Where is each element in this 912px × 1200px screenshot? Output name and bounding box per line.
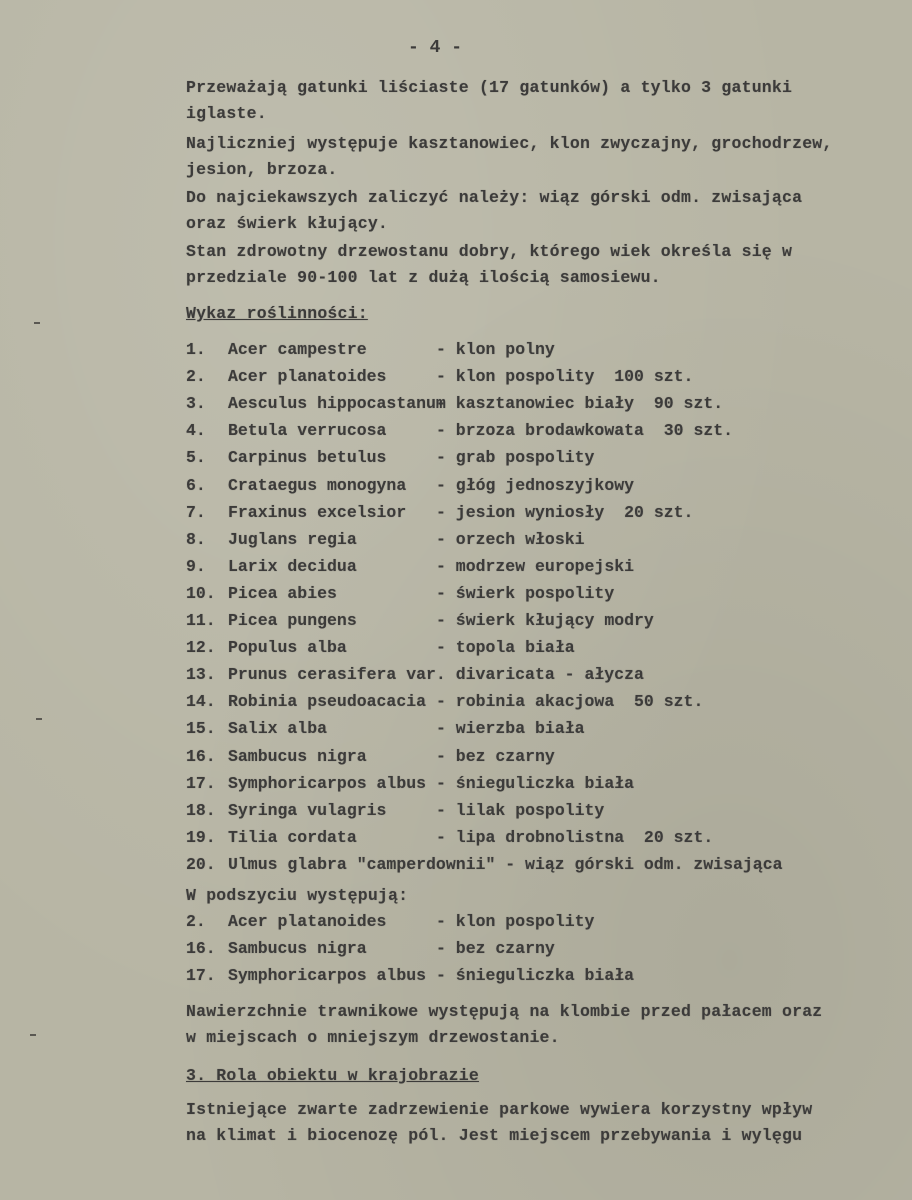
margin-mark (30, 1034, 36, 1036)
common-name: - klon pospolity (436, 912, 595, 931)
list-item (186, 503, 693, 522)
item-number: 12. (186, 638, 216, 658)
item-number: 17. (186, 773, 216, 793)
common-name: - bez czarny (436, 746, 555, 766)
intro-line: Najliczniej występuje kasztanowiec, klon zwyczajny, grochodrzew, (186, 134, 833, 153)
intro-line: iglaste. (186, 104, 267, 123)
latin-name: Syringa vulagris (228, 800, 387, 820)
list-item (186, 774, 634, 793)
common-name: - jesion wyniosły 20 szt. (436, 502, 694, 522)
common-name: - ałycza (564, 665, 644, 685)
common-name: - kasztanowiec biały 90 szt. (436, 394, 724, 414)
common-name: - wiąz górski odm. zwisająca (505, 854, 783, 874)
latin-name: Picea pungens (228, 611, 357, 630)
intro-line: jesion, brzoza. (186, 160, 338, 179)
latin-name: Crataegus monogyna (228, 475, 407, 495)
list-item (186, 421, 733, 440)
common-name: - bez czarny (436, 939, 555, 958)
item-number: 2. (186, 912, 206, 931)
item-number: 3. (186, 394, 206, 414)
item-number: 8. (186, 529, 206, 549)
list-item (186, 638, 575, 657)
latin-name: Sambucus nigra (228, 939, 367, 958)
item-number: 20. (186, 854, 216, 874)
item-number: 5. (186, 448, 206, 468)
common-name: - robinia akacjowa 50 szt. (436, 692, 704, 712)
latin-name: Tilia cordata (228, 827, 357, 847)
intro-line: przedziale 90-100 lat z dużą ilością samosiewu. (186, 268, 661, 287)
item-number: 18. (186, 800, 216, 820)
latin-name: Ulmus glabra "camperdownii" (228, 854, 496, 874)
lawns-line: w miejscach o mniejszym drzewostanie. (186, 1028, 560, 1047)
list-item (186, 855, 783, 874)
page-number: - 4 - (408, 38, 463, 58)
item-number: 4. (186, 421, 206, 441)
item-number: 17. (186, 966, 216, 985)
intro-line: oraz świerk kłujący. (186, 214, 389, 233)
common-name: - topola biała (436, 638, 575, 658)
list-item (186, 611, 654, 630)
undergrowth-heading: W podszyciu występują: (186, 886, 409, 905)
item-number: 11. (186, 611, 216, 630)
latin-name: Prunus cerasifera var. divaricata (228, 665, 555, 685)
section-heading: 3. Rola obiektu w krajobrazie (186, 1066, 479, 1085)
common-name: - modrzew europejski (436, 556, 635, 576)
common-name: - grab pospolity (436, 448, 595, 468)
closing-line: Istniejące zwarte zadrzewienie parkowe wywiera korzystny wpływ (186, 1100, 813, 1119)
list-item (186, 966, 634, 985)
item-number: 9. (186, 556, 206, 576)
item-number: 19. (186, 827, 216, 847)
latin-name: Acer planatoides (228, 367, 387, 387)
list-item (186, 939, 555, 958)
common-name: - głóg jednoszyjkowy (436, 475, 635, 495)
item-number: 6. (186, 475, 206, 495)
intro-line: Przeważają gatunki liściaste (17 gatunków) a tylko 3 gatunki (186, 78, 793, 97)
latin-name: Picea abies (228, 583, 337, 603)
latin-name: Larix decidua (228, 556, 357, 576)
item-number: 16. (186, 746, 216, 766)
list-item (186, 828, 713, 847)
latin-name: Aesculus hippocastanum (228, 394, 446, 414)
list-item (186, 557, 634, 576)
intro-line: Do najciekawszych zaliczyć należy: wiąz górski odm. zwisająca (186, 188, 803, 207)
latin-name: Salix alba (228, 719, 328, 739)
closing-line: na klimat i biocenozę pól. Jest miejscem przebywania i wylęgu (186, 1126, 803, 1145)
common-name: - wierzba biała (436, 719, 585, 739)
common-name: - lipa drobnolistna 20 szt. (436, 827, 714, 847)
latin-name: Sambucus nigra (228, 746, 367, 766)
list-item (186, 584, 614, 603)
latin-name: Symphoricarpos albus (228, 773, 427, 793)
latin-name: Fraxinus excelsior (228, 502, 407, 522)
item-number: 13. (186, 665, 216, 685)
list-item (186, 692, 703, 711)
common-name: - klon pospolity 100 szt. (436, 367, 694, 387)
item-number: 14. (186, 692, 216, 712)
latin-name: Juglans regia (228, 529, 357, 549)
common-name: - śnieguliczka biała (436, 966, 635, 985)
margin-mark (36, 718, 42, 720)
item-number: 15. (186, 719, 216, 739)
list-item (186, 912, 594, 931)
common-name: - klon polny (436, 340, 555, 359)
latin-name: Populus alba (228, 638, 347, 658)
latin-name: Acer campestre (228, 340, 367, 359)
item-number: 16. (186, 939, 216, 958)
item-number: 2. (186, 367, 206, 387)
latin-name: Symphoricarpos albus (228, 966, 427, 985)
list-item (186, 665, 644, 684)
list-item (186, 747, 555, 766)
item-number: 10. (186, 583, 216, 603)
margin-mark (34, 322, 40, 324)
common-name: - orzech włoski (436, 529, 585, 549)
list-item (186, 719, 585, 738)
list-item (186, 340, 555, 359)
common-name: - śnieguliczka biała (436, 773, 635, 793)
common-name: - świerk kłujący modry (436, 611, 654, 630)
item-number: 1. (186, 340, 206, 359)
list-item (186, 448, 594, 467)
list-item (186, 394, 723, 413)
common-name: - lilak pospolity (436, 800, 605, 820)
item-number: 7. (186, 502, 206, 522)
common-name: - świerk pospolity (436, 583, 615, 603)
lawns-line: Nawierzchnie trawnikowe występują na klombie przed pałacem oraz (186, 1002, 823, 1021)
latin-name: Robinia pseudoacacia (228, 692, 427, 712)
list-heading: Wykaz roślinności: (186, 304, 368, 323)
latin-name: Acer platanoides (228, 912, 387, 931)
common-name: - brzoza brodawkowata 30 szt. (436, 421, 734, 441)
list-item (186, 801, 604, 820)
latin-name: Betula verrucosa (228, 421, 387, 441)
list-item (186, 530, 585, 549)
intro-line: Stan zdrowotny drzewostanu dobry, którego wiek określa się w (186, 242, 793, 261)
list-item (186, 476, 634, 495)
list-item (186, 367, 693, 386)
latin-name: Carpinus betulus (228, 448, 387, 468)
